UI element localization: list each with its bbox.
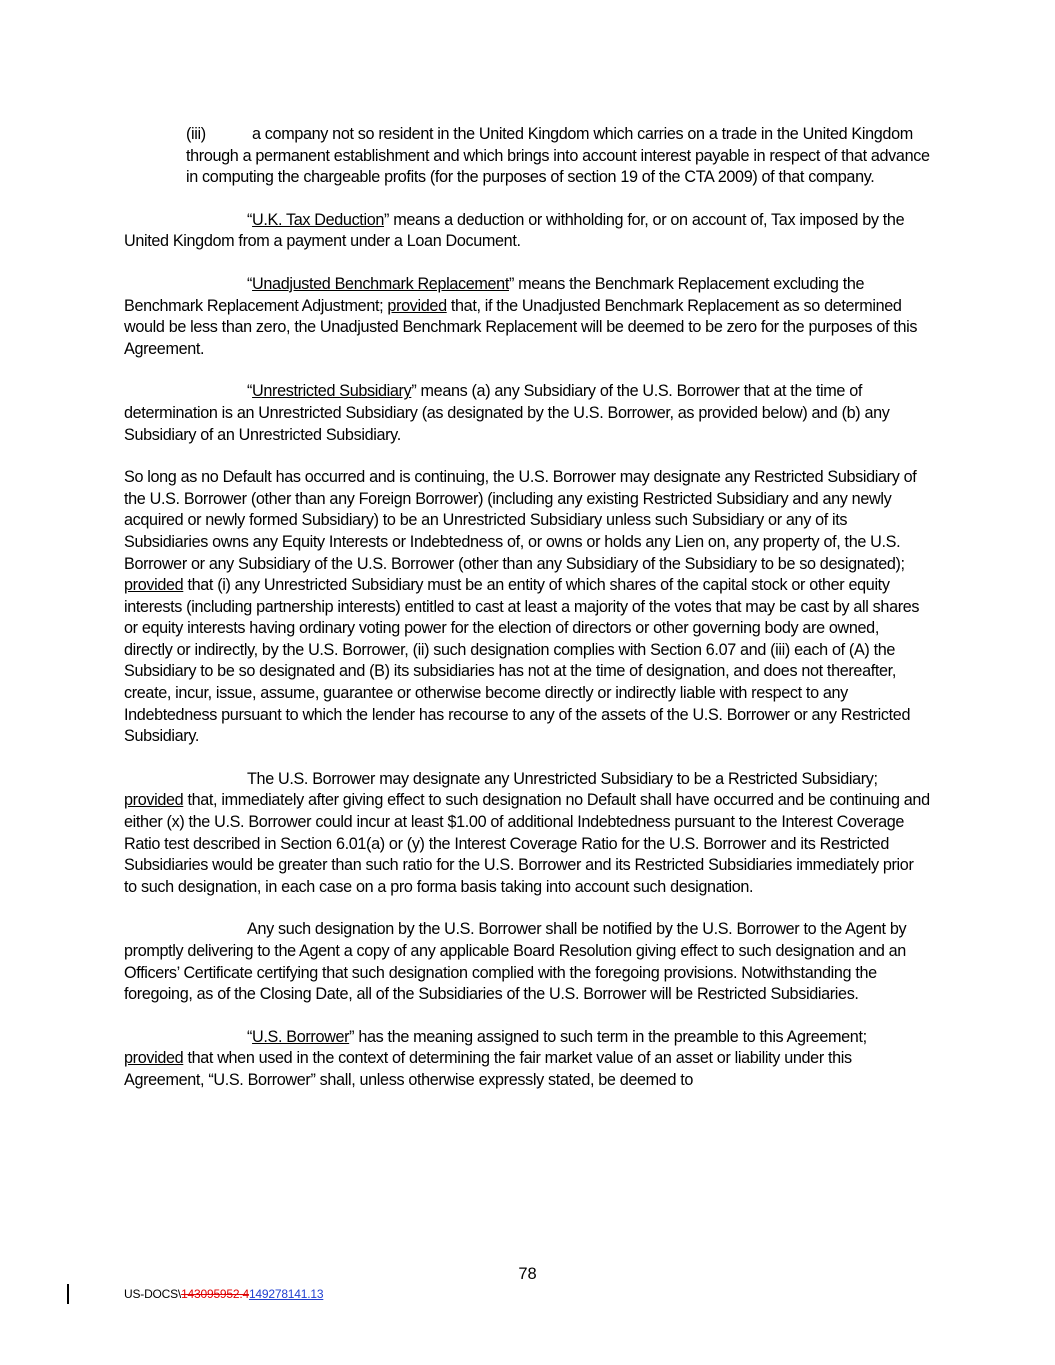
provided-term: provided [124,791,184,810]
paragraph-designation [124,467,930,748]
change-bar [67,1284,69,1304]
open-quote: “ [247,210,253,229]
open-quote: “ [247,274,253,293]
footer-prefix: US-DOCS\ [124,1287,182,1301]
definition-text: ” means (a) any Subsidiary of the U.S. Borrower that at the time of determination is an Unrestricted Subsidiary (as designated by the U.S. Borrower, as provided below) and (b) any Subsidiary of an Unrestricted Subsidiary. [124,382,890,444]
provided-term: provided [124,576,184,595]
document-id-footer [124,1287,323,1301]
definition-text: ” means the Benchmark Replacement excluding the Benchmark Replacement Adjustment; [124,274,865,315]
defined-term: U.K. Tax Deduction [252,210,385,229]
open-quote: “ [247,1027,253,1046]
defined-term: Unrestricted Subsidiary [252,382,412,401]
clause-iii [186,124,930,189]
definition-text-continued: that, if the Unadjusted Benchmark Replacement as so determined would be less than zero, the Unadjusted Benchmark Replacement will be deemed to be zero for the purposes of this Agreement. [124,296,918,358]
page-number: 78 [518,1265,537,1283]
paragraph-text: The U.S. Borrower may designate any Unrestricted Subsidiary to be a Restricted Subsidiary; [247,769,878,788]
paragraph-text-continued: that (i) any Unrestricted Subsidiary must be an entity of which shares of the capital stock or other equity interests (including partnership interests) entitled to cast at least a majority of the votes that may be cast by all shares or equity interests having ordinary voting power for the election of directors or other governing body are owned, directly or indirectly, by the U.S. Borrower, (ii) such designation complies with Section 6.07 and (iii) each of (A) the Subsidiary to be so designated and (B) its subsidiaries has not at the time of designation, and does not thereafter, create, incur, issue, assume, guarantee or otherwise become directly or indirectly liable with respect to any Indebtedness pursuant to which the lender has recourse to any of the assets of the U.S. Borrower or any Restricted Subsidiary. [124,576,920,746]
definition-us-borrower [124,1027,930,1092]
paragraph-redesignation [124,769,930,899]
definition-text: ” has the meaning assigned to such term in the preamble to this Agreement; [349,1027,867,1046]
provided-term: provided [124,1049,184,1068]
open-quote: “ [247,382,253,401]
document-body [124,124,930,1113]
definition-unrestricted-subsidiary [124,381,930,446]
defined-term: U.S. Borrower [252,1027,350,1046]
definition-unadjusted-benchmark-replacement [124,274,930,360]
definition-uk-tax-deduction [124,210,930,253]
definition-text-continued: that when used in the context of determining the fair market value of an asset or liability under this Agreement, “U.S. Borrower” shall, unless otherwise expressly stated, be deemed to [124,1049,852,1089]
paragraph-text: So long as no Default has occurred and is continuing, the U.S. Borrower may designate any Restricted Subsidiary of the U.S. Borrower (other than any Foreign Borrower) (including any existing Restricted Subsidiary and any newly acquired or newly formed Subsidiary) to be an Unrestricted Subsidiary unless such Subsidiary or any of its Subsidiaries owns any Equity Interests or Indebtedness of, or owns or holds any Lien on, any property of, the U.S. Borrower or any Subsidiary of the U.S. Borrower (other than any Subsidiary of the Subsidiary to be so designated); [124,468,917,573]
paragraph-notification [124,919,930,1005]
clause-text: a company not so resident in the United Kingdom which carries on a trade in the United Kingdom through a permanent establishment and which brings into account interest payable in respect of that advance in computing the chargeable profits (for the purposes of section 19 of the CTA 2009) of that company. [186,125,930,187]
provided-term: provided [387,296,447,315]
paragraph-text: Any such designation by the U.S. Borrower shall be notified by the U.S. Borrower to the Agent by promptly delivering to the Agent a copy of any applicable Board Resolution giving effect to such designation and an Officers’ Certificate certifying that such designation complied with the foregoing provisions. Notwithstanding the foregoing, as of the Closing Date, all of the Subsidiaries of the U.S. Borrower will be Restricted Subsidiaries. [124,920,907,1004]
inserted-doc-number: 149278141.13 [248,1287,324,1301]
paragraph-text-continued: that, immediately after giving effect to such designation no Default shall have occurred and be continuing and either (x) the U.S. Borrower could incur at least $1.00 of additional Indebtedness pursuant to the Interest Coverage Ratio test described in Section 6.01(a) or (y) the Interest Coverage Ratio for the U.S. Borrower and its Restricted Subsidiaries would be greater than such ratio for the U.S. Borrower and its Restricted Subsidiaries immediately prior to such designation, in each case on a pro forma basis taking into account such designation. [124,791,930,896]
deleted-doc-number: 143095952.4 [181,1287,249,1301]
clause-number: (iii) [186,125,206,143]
defined-term: Unadjusted Benchmark Replacement [252,274,509,293]
definition-text: ” means a deduction or withholding for, or on account of, Tax imposed by the United Kingdom from a payment under a Loan Document. [124,210,905,251]
